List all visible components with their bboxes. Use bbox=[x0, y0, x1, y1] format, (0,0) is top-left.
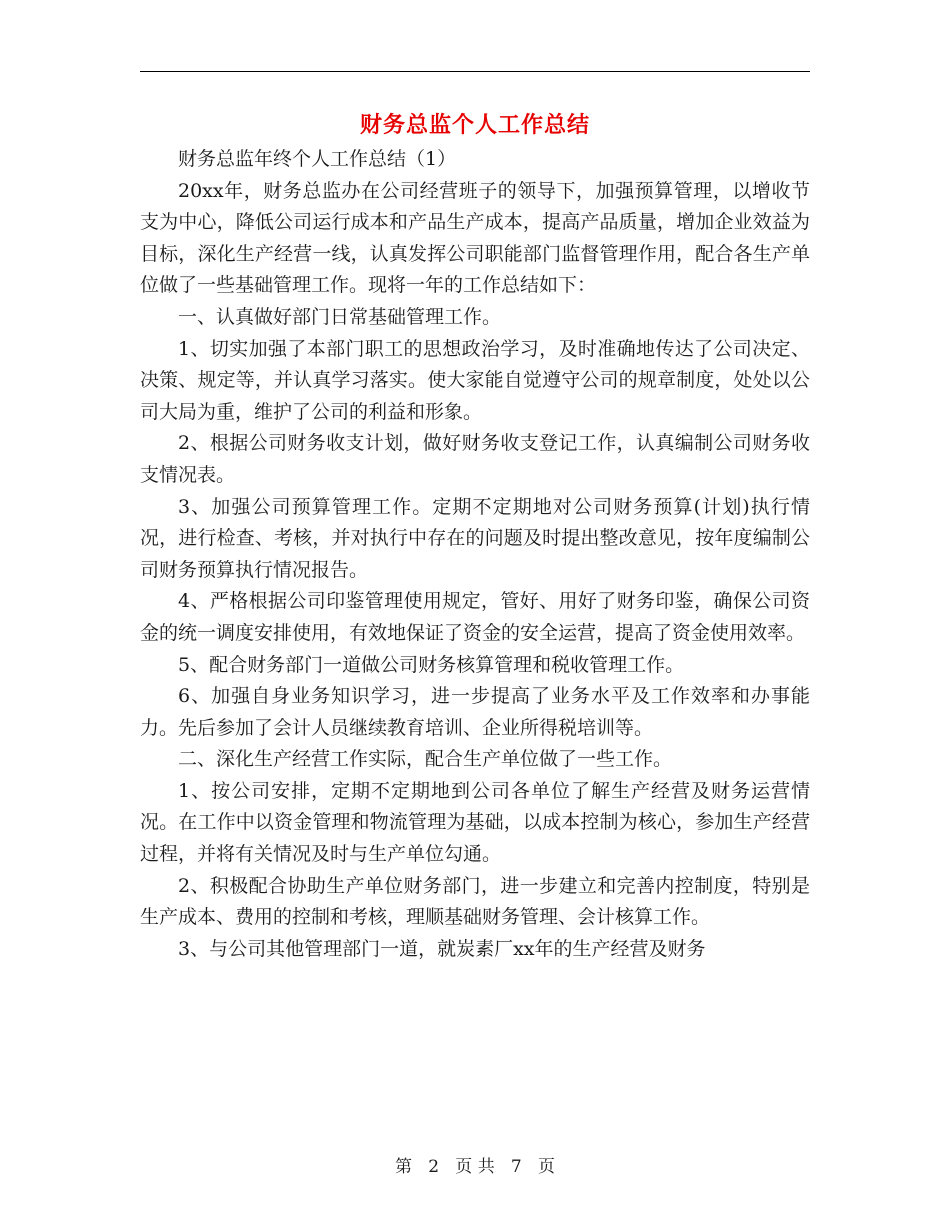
paragraph-1-6: 6、加强自身业务知识学习，进一步提高了业务水平及工作效率和办事能力。先后参加了会计人员继续教育培训、企业所得税培训等。 bbox=[140, 685, 810, 739]
document-body bbox=[140, 144, 810, 965]
footer-middle: 页 共 bbox=[455, 1157, 495, 1177]
document-title: 财务总监个人工作总结 bbox=[359, 112, 590, 138]
header-rule bbox=[140, 71, 810, 72]
paragraph-1-5: 5、配合财务部门一道做公司财务核算管理和税收管理工作。 bbox=[178, 653, 685, 676]
footer-suffix: 页 bbox=[537, 1157, 555, 1177]
intro-paragraph: 20xx年，财务总监办在公司经营班子的领导下，加强预算管理，以增收节支为中心，降低公司运行成本和产品生产成本，提高产品质量，增加企业效益为目标，深化生产经营一线，认真发挥公司职能部门监督管理作用，配合各生产单位做了一些基础管理工作。现将一年的工作总结如下： bbox=[140, 179, 810, 297]
paragraph-1-2: 2、根据公司财务收支计划，做好财务收支登记工作，认真编制公司财务收支情况表。 bbox=[140, 432, 810, 486]
footer-total-pages: 7 bbox=[510, 1157, 522, 1177]
paragraph-2-1: 1、按公司安排，定期不定期地到公司各单位了解生产经营及财务运营情况。在工作中以资金管理和物流管理为基础，以成本控制为核心，参加生产经营过程，并将有关情况及时与生产单位勾通。 bbox=[140, 779, 810, 866]
footer-current-page: 2 bbox=[428, 1157, 440, 1177]
paragraph-1-3: 3、加强公司预算管理工作。定期不定期地对公司财务预算(计划)执行情况，进行检查、考核，并对执行中存在的问题及时提出整改意见，按年度编制公司财务预算执行情况报告。 bbox=[140, 495, 810, 581]
paragraph-2-2: 2、积极配合协助生产单位财务部门，进一步建立和完善内控制度，特别是生产成本、费用的控制和考核，理顺基础财务管理、会计核算工作。 bbox=[140, 874, 810, 929]
page-footer bbox=[0, 1152, 950, 1177]
paragraph-2-3: 3、与公司其他管理部门一道，就炭素厂xx年的生产经营及财务 bbox=[178, 937, 706, 960]
section-subtitle: 财务总监年终个人工作总结（1） bbox=[178, 148, 457, 170]
section-heading-1: 一、认真做好部门日常基础管理工作。 bbox=[178, 305, 502, 328]
section-heading-2: 二、深化生产经营工作实际，配合生产单位做了一些工作。 bbox=[178, 748, 673, 771]
footer-prefix: 第 bbox=[395, 1157, 413, 1177]
paragraph-1-4: 4、严格根据公司印鉴管理使用规定，管好、用好了财务印鉴，确保公司资金的统一调度安排使用，有效地保证了资金的安全运营，提高了资金使用效率。 bbox=[140, 590, 810, 644]
paragraph-1-1: 1、切实加强了本部门职工的思想政治学习，及时准确地传达了公司决定、决策、规定等，并认真学习落实。使大家能自觉遵守公司的规章制度，处处以公司大局为重，维护了公司的利益和形象。 bbox=[140, 337, 810, 423]
